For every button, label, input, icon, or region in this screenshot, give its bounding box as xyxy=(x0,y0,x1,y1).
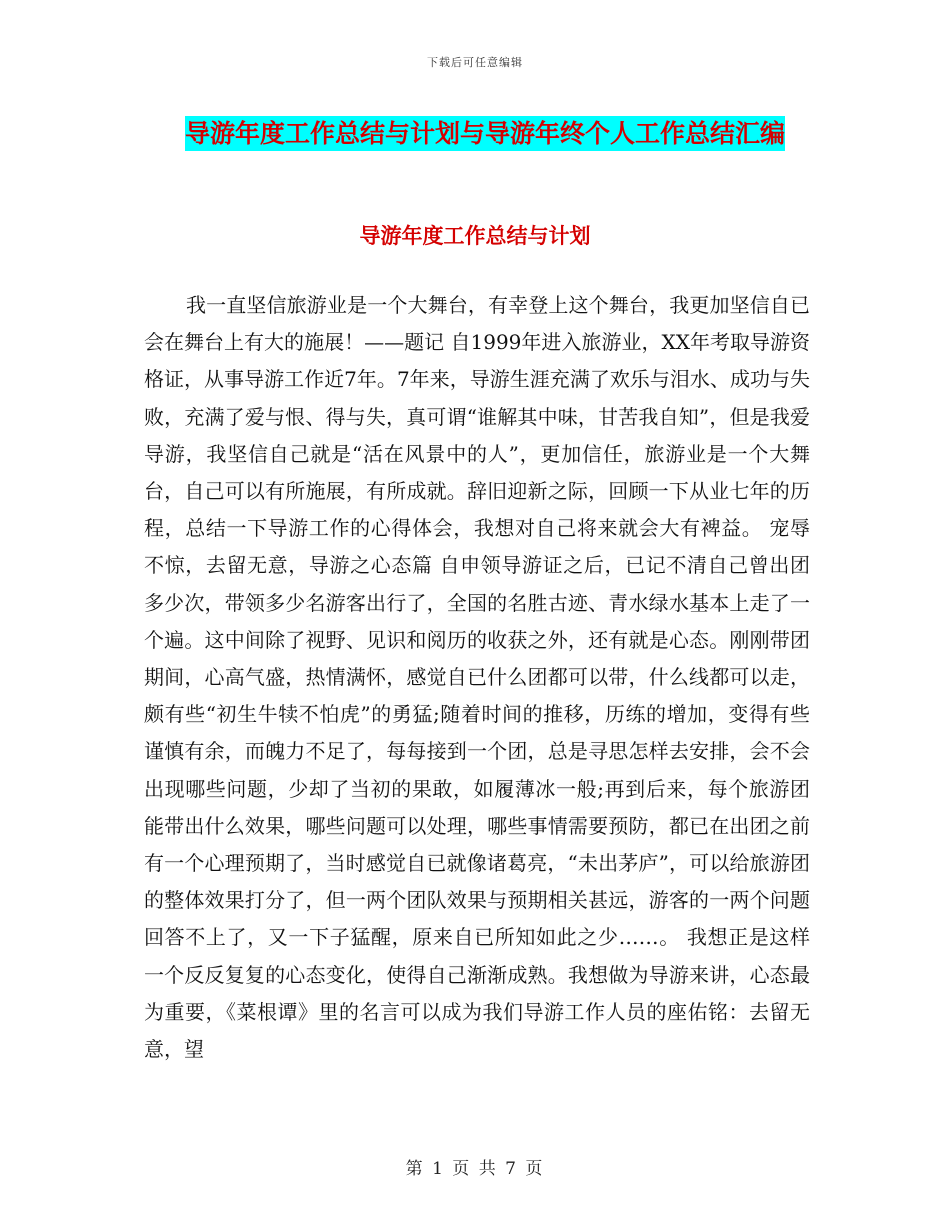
header-note: 下载后可任意编辑 xyxy=(427,56,523,69)
body-paragraph: 我一直坚信旅游业是一个大舞台，有幸登上这个舞台，我更加坚信自已会在舞台上有大的施展！——题记 自1999年进入旅游业，XX年考取导游资格证，从事导游工作近7年。7年来，导游生涯充满了欢乐与泪水、成功与失败，充满了爱与恨、得与失，真可谓“谁解其中味，甘苦我自知”，但是我爱导游，我坚信自己就是“活在风景中的人”，更加信任，旅游业是一个大舞台，自己可以有所施展，有所成就。辞旧迎新之际，回顾一下从业七年的历程，总结一下导游工作的心得体会，我想对自己将来就会大有裨益。 宠辱不惊，去留无意，导游之心态篇 自申领导游证之后，已记不清自己曾出团多少次，带领多少名游客出行了，全国的名胜古迹、青水绿水基本上走了一个遍。这中间除了视野、见识和阅历的收获之外，还有就是心态。刚刚带团期间，心高气盛，热情满怀，感觉自已什么团都可以带，什么线都可以走，颇有些“初生牛犊不怕虎”的勇猛;随着时间的推移，历练的增加，变得有些谨慎有余，而魄力不足了，每每接到一个团，总是寻思怎样去安排，会不会出现哪些问题，少却了当初的果敢，如履薄冰一般;再到后来，每个旅游团能带出什么效果，哪些问题可以处理，哪些事情需要预防，都已在出团之前有一个心理预期了，当时感觉自已就像诸葛亮，“未出茅庐”，可以给旅游团的整体效果打分了，但一两个团队效果与预期相关甚远，游客的一两个问题回答不上了，又一下子猛醒，原来自已所知如此之少……。 我想正是这样一个反反复复的心态变化，使得自己渐渐成熟。我想做为导游来讲，心态最为重要，《菜根谭》里的名言可以成为我们导游工作人员的座佑铭：去留无意，望 xyxy=(144,293,810,1062)
section-title: 导游年度工作总结与计划 xyxy=(359,224,591,248)
page-footer: 第 1 页 共 7 页 xyxy=(405,1159,545,1179)
document-title xyxy=(140,110,830,158)
document-title-text: 导游年度工作总结与计划与导游年终个人工作总结汇编 xyxy=(185,116,785,151)
